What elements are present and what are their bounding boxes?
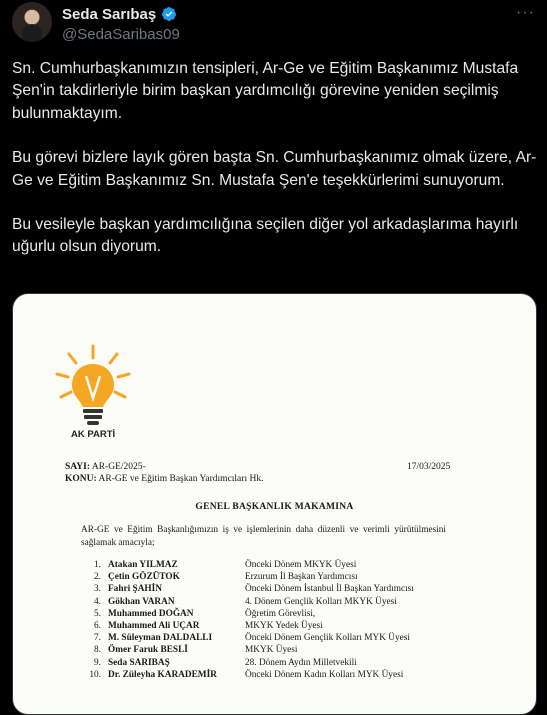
party-logo-text: AK PARTİ bbox=[71, 429, 116, 440]
document-subject: KONU: AR-GE ve Eğitim Başkan Yardımcıları Hk. bbox=[65, 474, 264, 484]
document-date: 17/03/2025 bbox=[407, 462, 451, 472]
author-name[interactable]: Seda Sarıbaş bbox=[62, 6, 157, 23]
verified-badge-icon bbox=[161, 6, 177, 22]
avatar[interactable] bbox=[12, 2, 52, 42]
post-text bbox=[12, 58, 537, 281]
attached-document-image[interactable] bbox=[12, 293, 537, 715]
post-paragraph: Bu görevi bizlere layık gören başta Sn. Cumhurbaşkanımız olmak üzere, Ar-Ge ve Eğitim Başkanımız Sn. Mustafa Şen'e teşekkürlerimi sunuyorum. bbox=[12, 149, 537, 189]
post-header bbox=[12, 2, 535, 46]
author-handle[interactable]: @SedaSaribas09 bbox=[62, 26, 180, 43]
post-paragraph: Bu vesileyle başkan yardımcılığına seçilen diğer yol arkadaşlarıma hayırlı uğurlu olsun diyorum. bbox=[12, 216, 519, 256]
document-heading: GENEL BAŞKANLIK MAKAMINA bbox=[195, 502, 354, 512]
post-paragraph: Sn. Cumhurbaşkanımızın tensipleri, Ar-Ge ve Eğitim Başkanımız Mustafa Şen'in takdirleriyle birim başkan yardımcılığı görevine yeniden seçilmiş bulunmaktayım. bbox=[12, 60, 519, 122]
document-intro: AR-GE ve Eğitim Başkanlığımızın iş ve işlemlerinin daha düzenli ve verimli yürütülmesini sağlamak amacıyla; bbox=[81, 525, 446, 548]
document-page: AK PARTİ SAYI: AR-GE/2025- KONU: AR-GE ve Eğitim Başkan Yardımcıları Hk. 17/03/2025 GENEL BAŞKANLIK MAKAMINA AR-GE ve Eğitim Başkanlığımızın iş ve işlemlerinin daha düzenli ve verimli yürütülmesini sağlamak amacıyla; 1. Atakan YILMAZ Önceki Dönem MKYK Üyesi 2. Çetin GÖZÜTOK Erzurum İl Başkan Yardımcısı 3. Fahri ŞAHİN Önceki Dönem İstanbul İl Başkan Yardımcısı 4. Gökhan VARAN 4. Dönem Gençlik Kolları MKYK Üyesi 5. Muhammed DOĞAN Öğretim Görevlisi, 6. Muhammed Ali UÇAR MKYK Yedek Üyesi 7. M. Süleyman DALDALLI Önceki Dönem Gençlik Kolları MYK Üyesi 8. Ömer Faruk BESLİ MKYK Üyesi 9. Seda SARIBAŞ 28. Dönem Aydın Milletvekili 10. Dr. Züleyha KARADEMİR Önceki Dönem Kadın Kolları MYK Üyesi bbox=[13, 294, 536, 714]
lightbulb-logo-icon bbox=[53, 342, 133, 432]
more-options-icon[interactable]: ··· bbox=[516, 4, 535, 21]
document-number: SAYI: AR-GE/2025- bbox=[65, 462, 146, 472]
